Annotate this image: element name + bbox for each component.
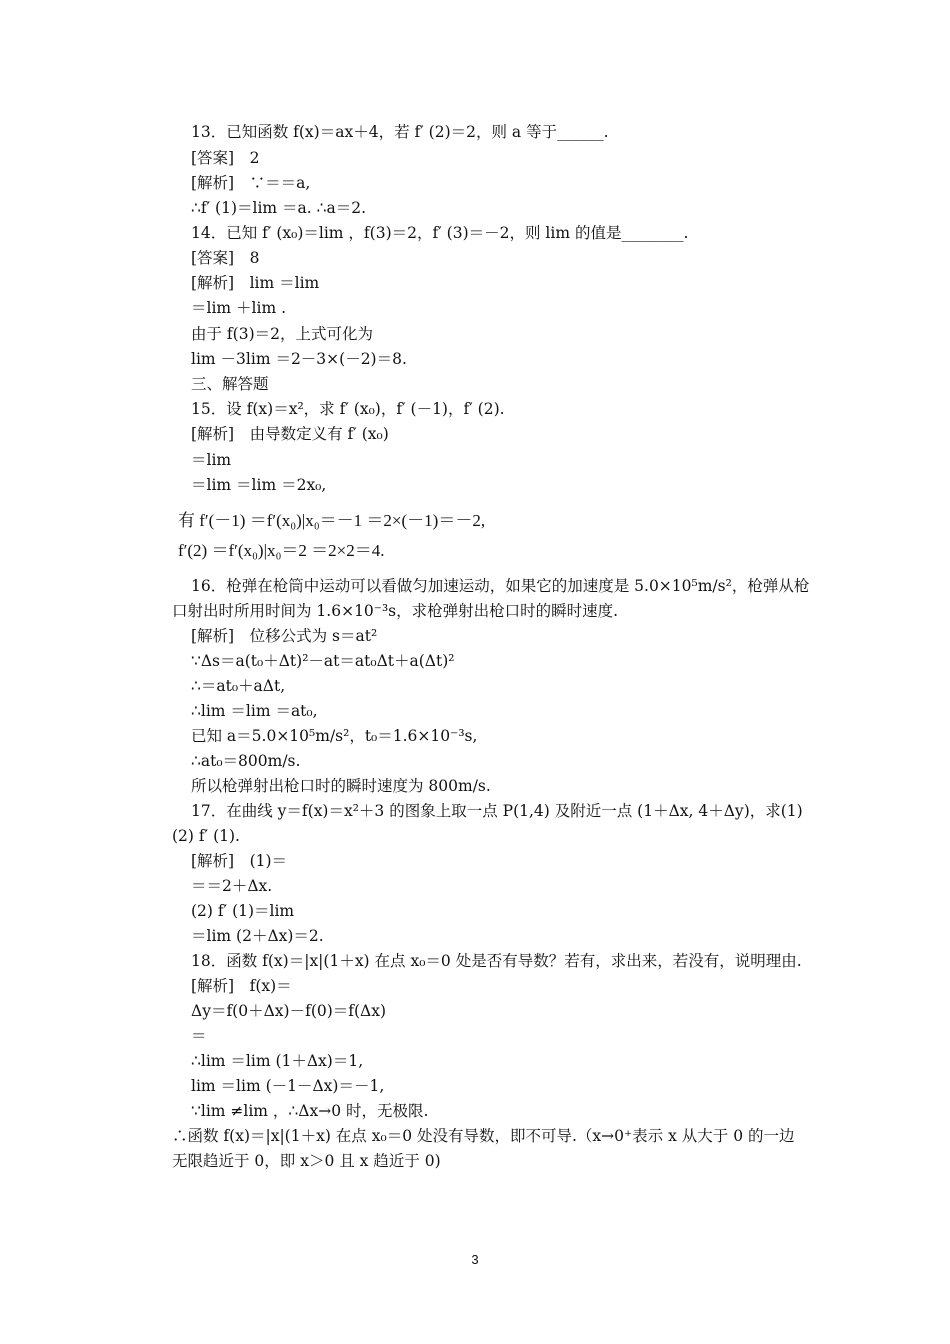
solution-18-line6: ∵lim ≠lim ，∴Δx→0 时，无极限. [191,1102,429,1120]
conclusion-18-line2: 无限趋近于 0，即 x＞0 且 x 趋近于 0) [172,1152,441,1170]
solution-18-line5: lim ＝lim (－1－Δx)＝－1, [191,1077,385,1095]
formula-image-line2: f′(2) ＝f′(x₀)|x₀＝2 ＝2×2＝4. [178,541,385,560]
solution-16-line1: [解析] 位移公式为 s＝at² [191,627,378,645]
answer-14: [答案] 8 [191,249,260,267]
solution-16-line6: ∴at₀＝800m/s. [191,752,301,770]
answer-13: [答案] 2 [191,149,260,167]
solution-16-line5: 已知 a＝5.0×10⁵m/s²，t₀＝1.6×10⁻³s, [191,727,478,745]
solution-17-line4: ＝lim (2＋Δx)＝2. [191,927,324,945]
solution-13-line2: ∴f′ (1)＝lim ＝a. ∴a＝2. [191,199,367,217]
problem-13: 13．已知函数 f(x)＝ax＋4，若 f′ (2)＝2，则 a 等于______. [191,123,609,141]
solution-16-line4: ∴lim ＝lim ＝at₀, [191,702,318,720]
solution-14-line1: [解析] lim ＝lim [191,274,320,292]
solution-16-line2: ∵Δs＝a(t₀＋Δt)²－at＝at₀Δt＋a(Δt)² [191,652,455,670]
page-number: 3 [471,1252,479,1267]
solution-14-line3: 由于 f(3)＝2，上式可化为 [191,325,373,343]
solution-18-line3: ＝ [191,1027,207,1045]
solution-14-line4: lim －3lim ＝2－3×(－2)＝8. [191,350,407,368]
problem-17-line2: (2) f′ (1). [172,827,240,845]
conclusion-18-line1: ∴函数 f(x)＝|x|(1＋x) 在点 x₀＝0 处没有导数，即不可导.（x→0⁺表示 x 从大于 0 的一边 [172,1127,795,1145]
problem-18: 18．函数 f(x)＝|x|(1＋x) 在点 x₀＝0 处是否有导数？若有，求出来，若没有，说明理由. [191,952,802,970]
solution-15-line3: ＝lim ＝lim ＝2x₀, [191,476,327,494]
solution-18-line4: ∴lim ＝lim (1＋Δx)＝1, [191,1052,364,1070]
solution-17-line3: (2) f′ (1)＝lim [191,902,295,920]
solution-17-line1: [解析] (1)＝ [191,852,288,870]
formula-image-line1: 有 f′(－1) ＝f′(x₀)|x₀＝－1 ＝2×(－1)＝－2, [178,511,486,530]
problem-17-line1: 17．在曲线 y＝f(x)＝x²＋3 的图象上取一点 P(1,4) 及附近一点 (1＋Δx, 4＋Δy)，求(1) [191,802,803,820]
solution-14-line2: ＝lim ＋lim . [191,299,287,317]
problem-16-line1: 16．枪弹在枪筒中运动可以看做匀加速运动，如果它的加速度是 5.0×10⁵m/s²，枪弹从枪 [191,577,810,595]
solution-15-line1: [解析] 由导数定义有 f′ (x₀) [191,425,389,443]
section-heading: 三、解答题 [191,375,269,393]
problem-14: 14．已知 f′ (x₀)＝lim ，f(3)＝2，f′ (3)＝－2，则 lim 的值是________. [191,224,689,242]
solution-16-line3: ∴＝at₀＋aΔt, [191,677,286,695]
problem-16-line2: 口射出时所用时间为 1.6×10⁻³s，求枪弹射出枪口时的瞬时速度. [172,602,619,620]
solution-17-line2: ＝＝2＋Δx. [191,877,273,895]
solution-18-line1: [解析] f(x)＝ [191,977,292,995]
problem-15: 15．设 f(x)＝x²，求 f′ (x₀)，f′ (－1)，f′ (2). [191,400,505,418]
solution-13-line1: [解析] ∵＝＝a, [191,174,311,192]
solution-15-line2: ＝lim [191,451,232,469]
solution-18-line2: Δy＝f(0＋Δx)－f(0)＝f(Δx) [191,1002,387,1020]
solution-16-line7: 所以枪弹射出枪口时的瞬时速度为 800m/s. [191,777,491,795]
